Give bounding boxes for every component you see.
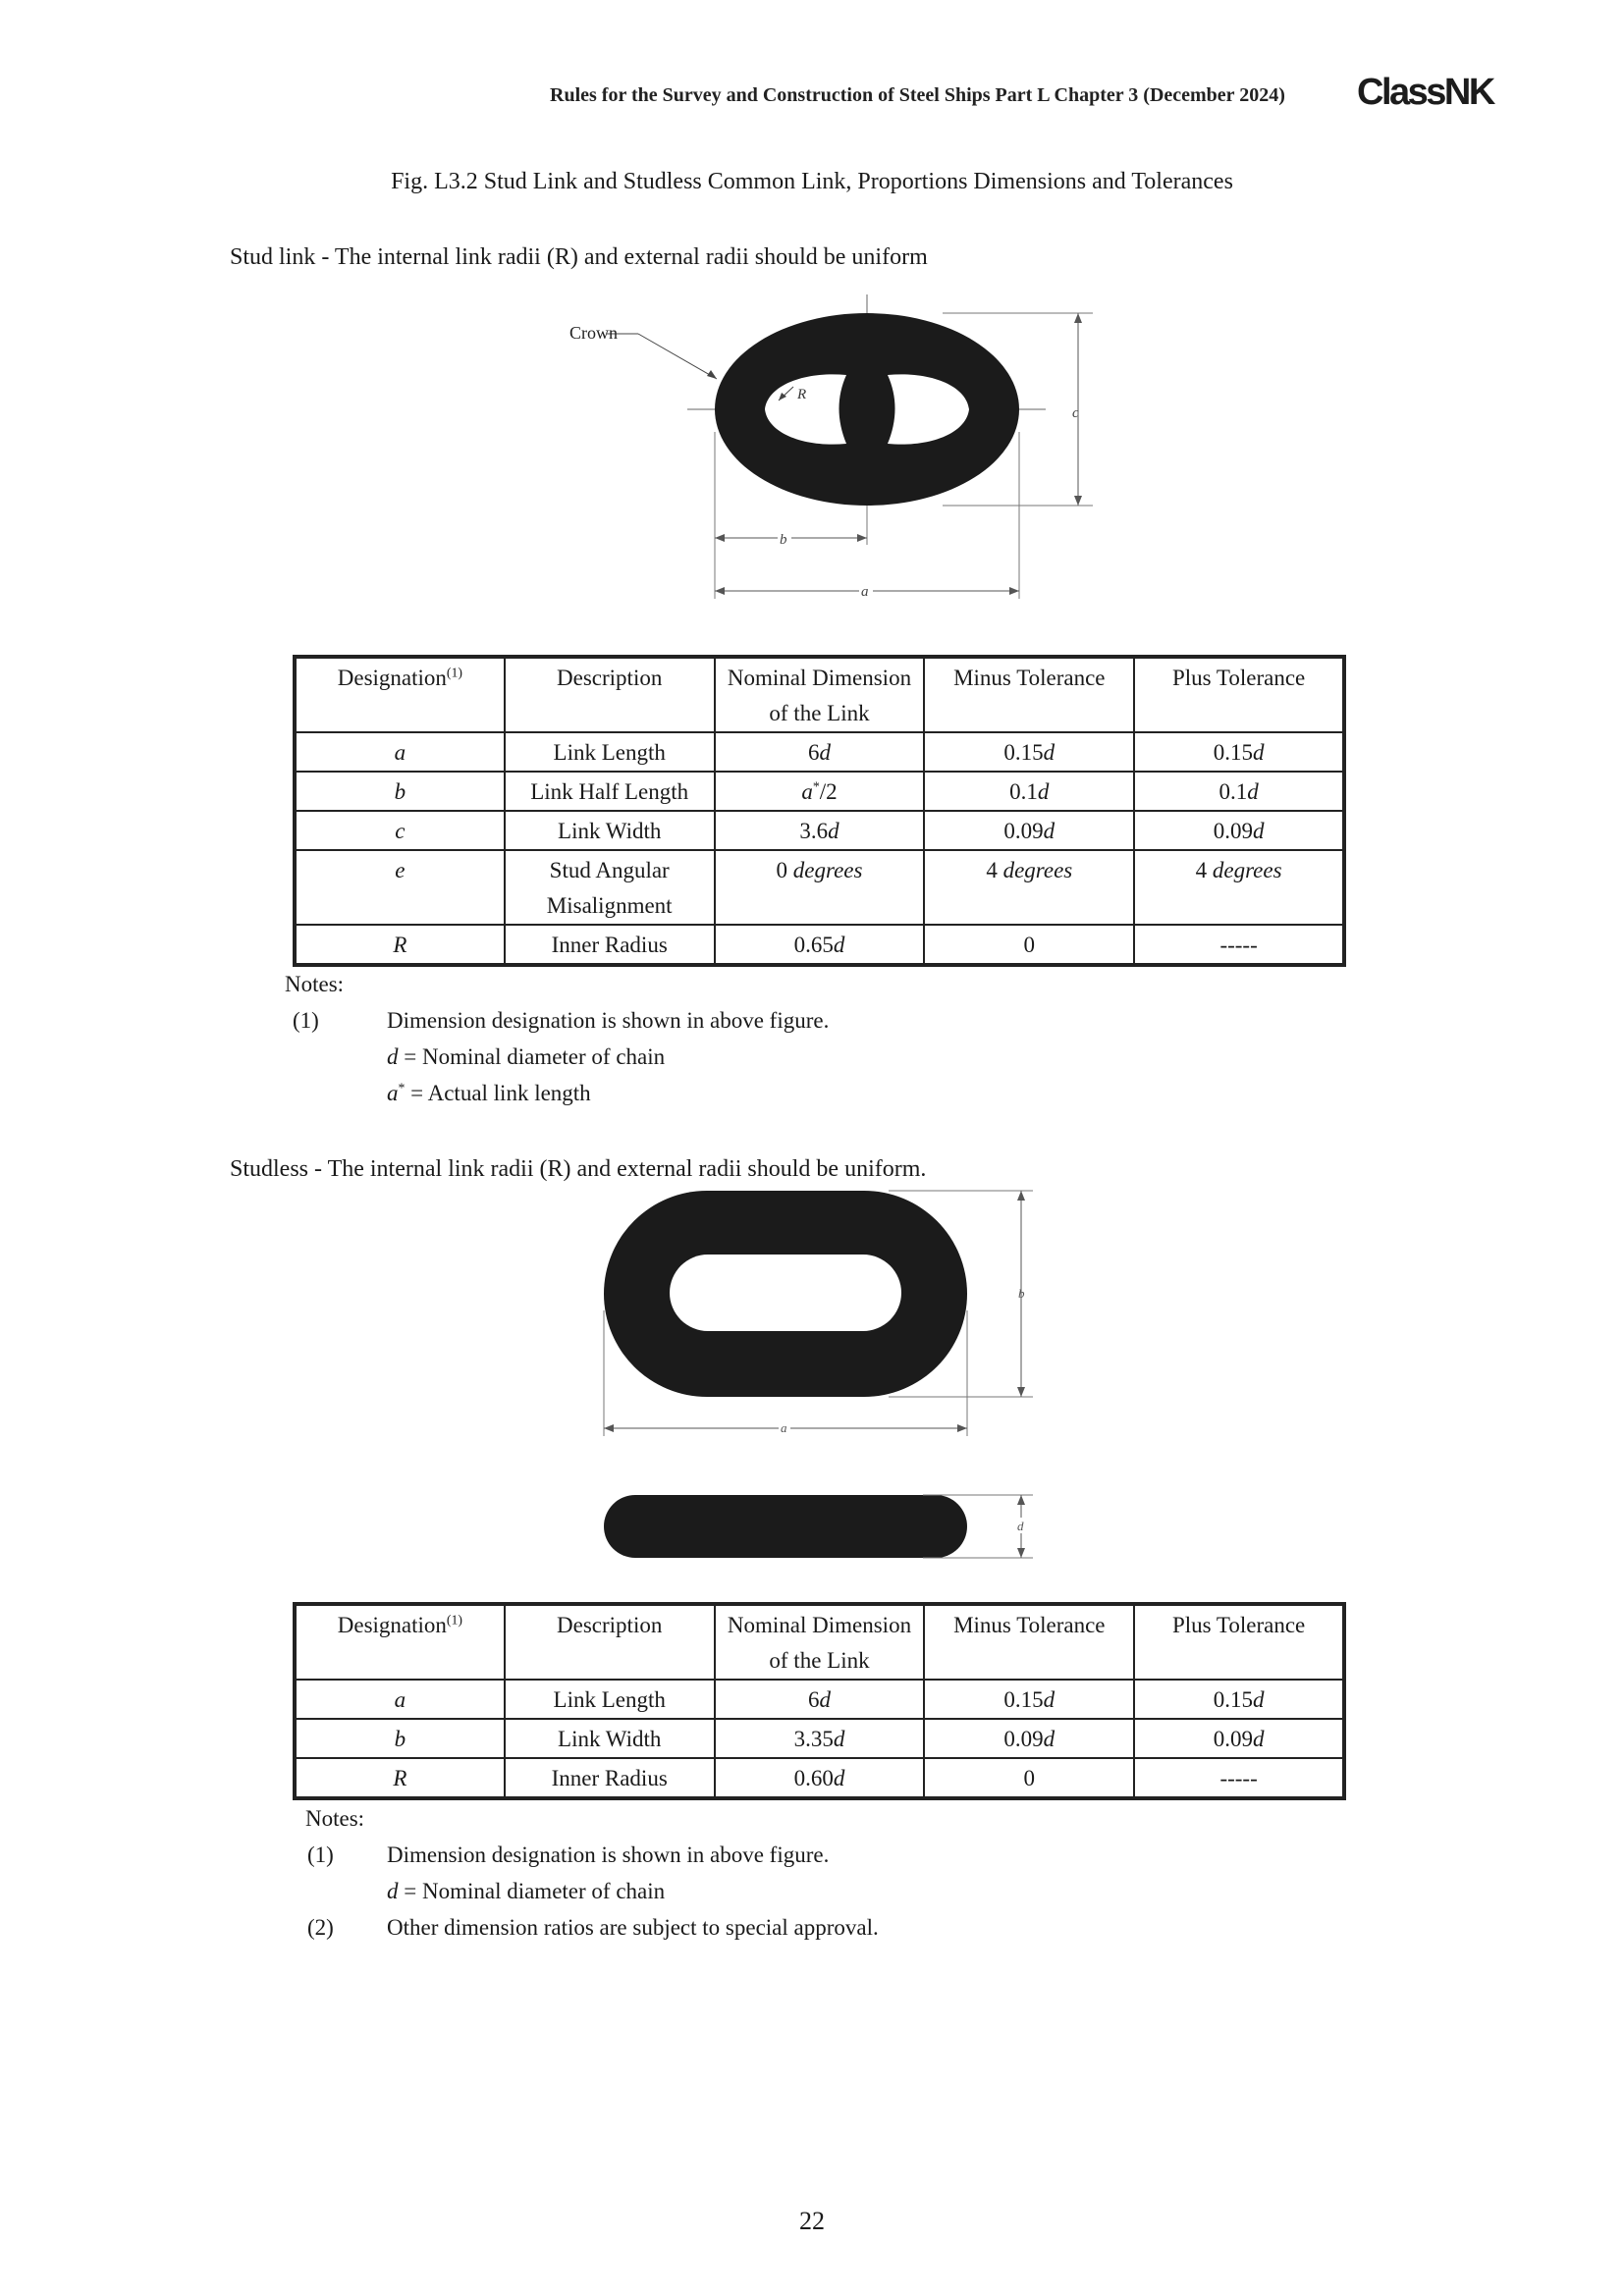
d-label: d <box>1017 1519 1024 1533</box>
designation-cell: R <box>295 925 505 965</box>
table-row <box>295 1758 1344 1798</box>
plus-cell: 0.09d <box>1134 811 1344 850</box>
r-label: R <box>797 387 807 402</box>
plus-cell: 4 degrees <box>1134 850 1344 925</box>
a-arrow-right <box>1009 587 1019 595</box>
plus-cell: 0.15d <box>1134 732 1344 772</box>
minus-cell: 0.15d <box>924 1680 1134 1719</box>
table-header-row <box>295 657 1344 732</box>
studless-tolerance-table <box>293 1602 1346 1800</box>
a-arrow-left <box>715 587 725 595</box>
designation-cell: a <box>295 1680 505 1719</box>
plus-cell: 0.09d <box>1134 1719 1344 1758</box>
nominal-cell: 6d <box>715 1680 925 1719</box>
plus-cell: 0.1d <box>1134 772 1344 811</box>
table-row <box>295 1719 1344 1758</box>
designation-cell: R <box>295 1758 505 1798</box>
description-cell: Link Length <box>505 732 715 772</box>
plus-cell: 0.15d <box>1134 1680 1344 1719</box>
col-header-nominal: Nominal Dimension of the Link <box>715 1604 925 1680</box>
b-arrow-top <box>1017 1191 1025 1201</box>
crown-label: Crown <box>569 323 618 343</box>
col-header-plus: Plus Tolerance <box>1134 1604 1344 1680</box>
note-number: (2) <box>307 1915 334 1940</box>
b-label: b <box>1018 1286 1025 1301</box>
a-arrow-left <box>604 1424 614 1432</box>
minus-cell: 0.15d <box>924 732 1134 772</box>
note-number: (1) <box>293 1008 319 1033</box>
nominal-cell: 0 degrees <box>715 850 925 925</box>
table-row <box>295 925 1344 965</box>
col-header-designation: Designation$^{(1)}$ <box>295 657 505 732</box>
description-cell: Link Half Length <box>505 772 715 811</box>
b-label: b <box>780 532 787 548</box>
plus-cell: ----- <box>1134 1758 1344 1798</box>
a-arrow-right <box>957 1424 967 1432</box>
crown-leader <box>638 334 717 379</box>
c-arrow-top <box>1074 313 1082 323</box>
a-label: a <box>861 584 869 600</box>
studless-link-diagram <box>589 1183 1051 1566</box>
designation-cell: e <box>295 850 505 925</box>
designation-cell: b <box>295 1719 505 1758</box>
studless-heading: Studless - The internal link radii (R) and external radii should be uniform. <box>230 1156 927 1182</box>
nominal-cell: 3.35d <box>715 1719 925 1758</box>
b-arrow-right <box>857 534 867 542</box>
note-text: Other dimension ratios are subject to special approval. <box>387 1915 879 1940</box>
table-row <box>295 811 1344 850</box>
plus-cell: ----- <box>1134 925 1344 965</box>
table-row <box>295 1680 1344 1719</box>
minus-cell: 4 degrees <box>924 850 1134 925</box>
a-label: a <box>781 1420 787 1435</box>
stud-link-heading: Stud link - The internal link radii (R) and external radii should be uniform <box>230 244 928 270</box>
note-text: a* = Actual link length <box>387 1080 591 1105</box>
b-arrow-bottom <box>1017 1387 1025 1397</box>
minus-cell: 0.09d <box>924 1719 1134 1758</box>
designation-cell: c <box>295 811 505 850</box>
stud-link-body <box>715 313 1019 506</box>
designation-cell: b <box>295 772 505 811</box>
col-header-description: Description <box>505 657 715 732</box>
description-cell: Stud Angular Misalignment <box>505 850 715 925</box>
nominal-cell: 0.65d <box>715 925 925 965</box>
table-row <box>295 772 1344 811</box>
col-header-designation: Designation$^{(1)}$ <box>295 1604 505 1680</box>
d-arrow-bottom <box>1017 1548 1025 1558</box>
col-header-description: Description <box>505 1604 715 1680</box>
minus-cell: 0.09d <box>924 811 1134 850</box>
b-arrow-left <box>715 534 725 542</box>
stud-link-diagram <box>530 294 1119 609</box>
minus-cell: 0 <box>924 925 1134 965</box>
table-row <box>295 732 1344 772</box>
description-cell: Link Length <box>505 1680 715 1719</box>
nominal-cell: 3.6d <box>715 811 925 850</box>
description-cell: Inner Radius <box>505 925 715 965</box>
running-header: Rules for the Survey and Construction of Steel Ships Part L Chapter 3 (December 2024) <box>550 84 1285 106</box>
note-text: d = Nominal diameter of chain <box>387 1044 666 1069</box>
description-cell: Inner Radius <box>505 1758 715 1798</box>
note-text: d = Nominal diameter of chain <box>387 1879 666 1903</box>
note-text: Dimension designation is shown in above figure. <box>387 1008 830 1033</box>
col-header-minus: Minus Tolerance <box>924 1604 1134 1680</box>
col-header-plus: Plus Tolerance <box>1134 657 1344 732</box>
description-cell: Link Width <box>505 811 715 850</box>
note-number: (1) <box>307 1842 334 1867</box>
table-row <box>295 850 1344 925</box>
studless-link-opening <box>670 1255 901 1331</box>
c-label: c <box>1072 405 1079 421</box>
nominal-cell: a*/2 <box>715 772 925 811</box>
notes-label: Notes: <box>285 972 345 996</box>
description-cell: Link Width <box>505 1719 715 1758</box>
note-text: Dimension designation is shown in above figure. <box>387 1842 830 1867</box>
c-arrow-bottom <box>1074 496 1082 506</box>
col-header-nominal: Nominal Dimension of the Link <box>715 657 925 732</box>
nominal-cell: 6d <box>715 732 925 772</box>
studless-link-side-view <box>604 1495 967 1558</box>
notes-label: Notes: <box>305 1806 365 1831</box>
nominal-cell: 0.60d <box>715 1758 925 1798</box>
stud-link-tolerance-table <box>293 655 1346 967</box>
figure-title: Fig. L3.2 Stud Link and Studless Common Link, Proportions Dimensions and Tolerances <box>391 169 1233 194</box>
d-arrow-top <box>1017 1495 1025 1505</box>
minus-cell: 0 <box>924 1758 1134 1798</box>
classnk-logo: ClassNK <box>1357 72 1493 113</box>
crown-arrowhead <box>707 370 717 379</box>
designation-cell: a <box>295 732 505 772</box>
page-number: 22 <box>799 2207 825 2235</box>
col-header-minus: Minus Tolerance <box>924 657 1134 732</box>
table-header-row <box>295 1604 1344 1680</box>
minus-cell: 0.1d <box>924 772 1134 811</box>
